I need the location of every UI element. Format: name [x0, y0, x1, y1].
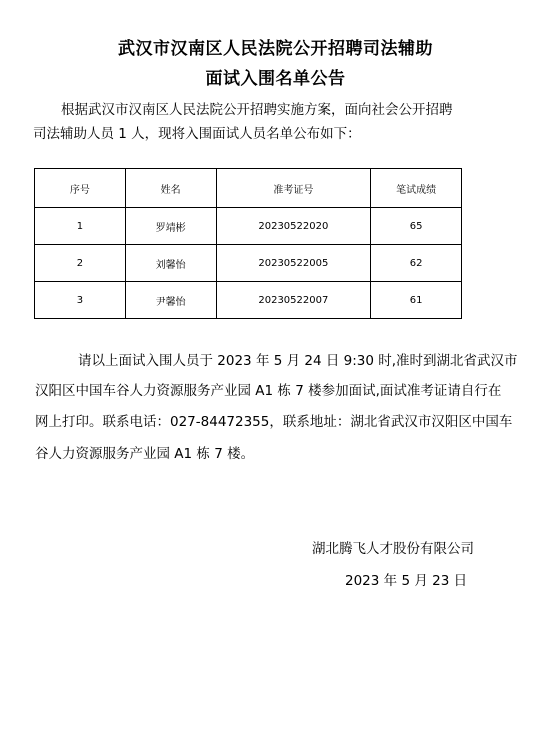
document-title-line-2: 面试入围名单公告: [205, 69, 346, 89]
cell-index: 2: [35, 245, 126, 282]
cell-index: 3: [35, 282, 126, 319]
intro-paragraph-line-2: 司法辅助人员 1 人，现将入围面试人员名单公布如下：: [33, 126, 361, 142]
intro-paragraph-line-1: 根据武汉市汉南区人民法院公开招聘实施方案，面向社会公开招聘: [61, 102, 453, 118]
signature-date: 2023 年 5 月 23 日: [345, 573, 468, 589]
header-written-score: 笔试成绩: [371, 169, 462, 208]
cell-name: 罗靖彬: [125, 208, 216, 245]
cell-name: 尹馨怡: [125, 282, 216, 319]
cell-index: 1: [35, 208, 126, 245]
notice-line-4: 谷人力资源服务产业园 A1 栋 7 楼。: [35, 446, 255, 462]
header-index: 序号: [35, 169, 126, 208]
candidate-table: [34, 168, 462, 319]
cell-score: 65: [371, 208, 462, 245]
signature-company: 湖北腾飞人才股份有限公司: [312, 541, 474, 557]
cell-name: 刘馨怡: [125, 245, 216, 282]
cell-score: 61: [371, 282, 462, 319]
table-row: [35, 282, 462, 319]
cell-exam-number: 20230522007: [216, 282, 371, 319]
table-header-row: [35, 169, 462, 208]
cell-score: 62: [371, 245, 462, 282]
document-title-line-1: 武汉市汉南区人民法院公开招聘司法辅助: [118, 39, 433, 59]
notice-line-2: 汉阳区中国车谷人力资源服务产业园 A1 栋 7 楼参加面试,面试准考证请自行在: [35, 383, 502, 399]
cell-exam-number: 20230522020: [216, 208, 371, 245]
cell-exam-number: 20230522005: [216, 245, 371, 282]
table-row: [35, 245, 462, 282]
notice-line-3: 网上打印。联系电话：027-84472355，联系地址：湖北省武汉市汉阳区中国车: [35, 414, 513, 430]
table-row: [35, 208, 462, 245]
header-name: 姓名: [125, 169, 216, 208]
header-exam-number: 准考证号: [216, 169, 371, 208]
notice-line-1: 请以上面试入围人员于 2023 年 5 月 24 日 9:30 时,准时到湖北省武汉市: [78, 353, 518, 369]
